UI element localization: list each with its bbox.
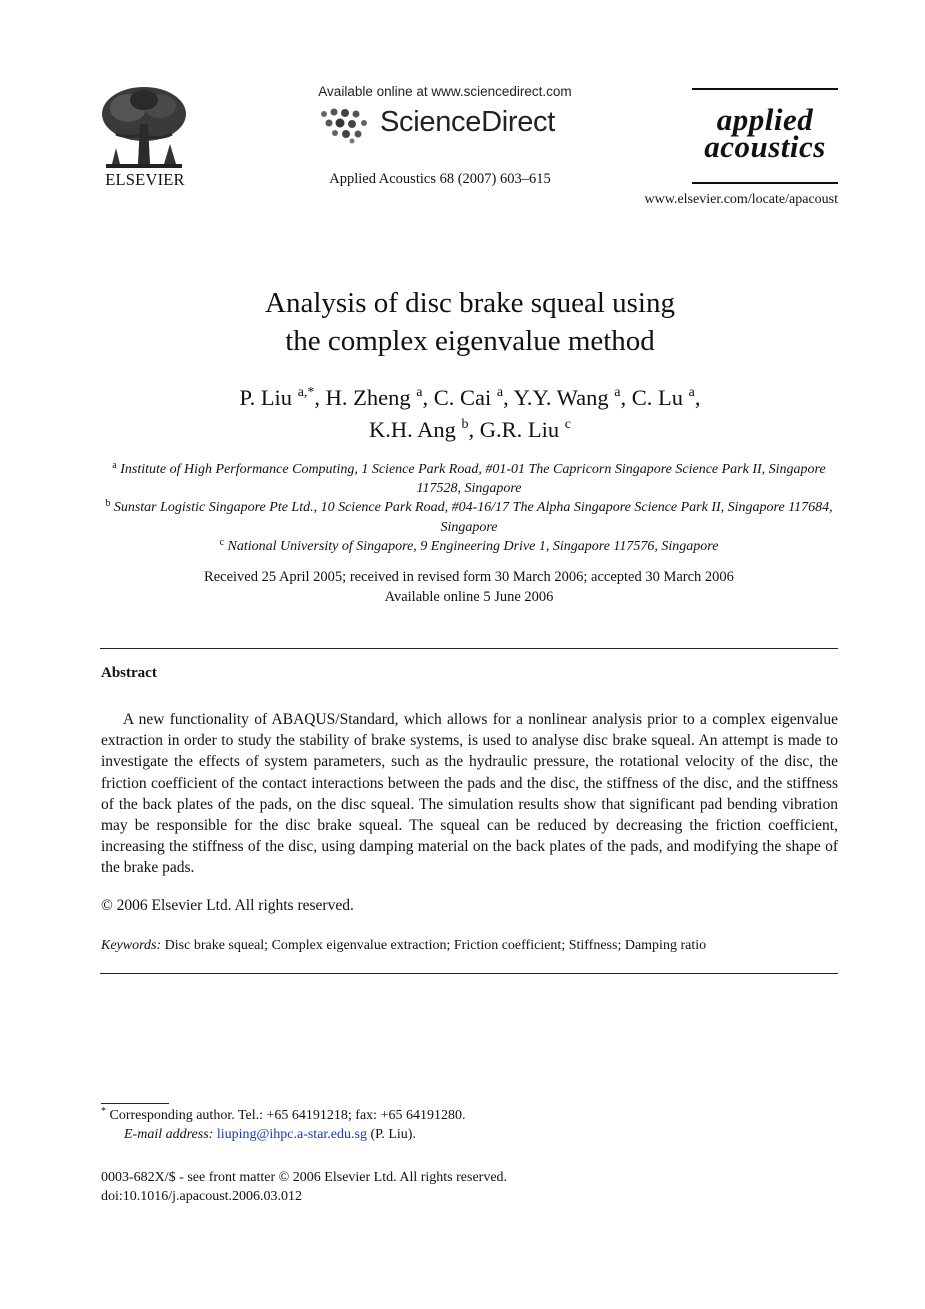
author-name: H. Zheng xyxy=(325,385,411,410)
sciencedirect-dots-icon xyxy=(318,106,374,144)
author-name: K.H. Ang xyxy=(369,417,456,442)
author-line-1 xyxy=(120,382,820,414)
author-affiliation-marker[interactable]: a xyxy=(416,385,423,400)
author-separator: , xyxy=(468,417,480,442)
author-affiliation-marker[interactable]: a xyxy=(614,385,621,400)
journal-url-link[interactable]: www.elsevier.com/locate/apacoust xyxy=(644,192,838,207)
author-separator: , xyxy=(620,385,632,410)
email-label: E-mail address: xyxy=(124,1127,214,1142)
author-name: P. Liu xyxy=(239,385,293,410)
affiliation-item xyxy=(100,460,838,498)
affiliation-text: National University of Singapore, 9 Engineering Drive 1, Singapore 117576, Singapore xyxy=(227,538,719,554)
article-title xyxy=(120,284,820,360)
email-owner: (P. Liu). xyxy=(370,1127,416,1142)
issn-line: 0003-682X/$ - see front matter © 2006 Elsevier Ltd. All rights reserved. xyxy=(101,1170,508,1185)
author-separator: , xyxy=(694,385,701,410)
affiliation-item xyxy=(100,537,838,556)
keywords xyxy=(101,938,838,954)
footnote-line-2 xyxy=(101,1125,838,1144)
keywords-text: Disc brake squeal; Complex eigenvalue extraction; Friction coefficient; Stiffness; Damping ratio xyxy=(164,938,707,953)
doi-line[interactable]: doi:10.1016/j.apacoust.2006.03.012 xyxy=(101,1189,303,1204)
abstract-body: A new functionality of ABAQUS/Standard, which allows for a nonlinear analysis prior to a complex eigenvalue extraction in order to study the stability of brake systems, is used to analyse disc brake squeal. An attempt is made to investigate the effects of system parameters, such as the hydraulic pressure, the rotational velocity of the disc, the friction coefficient of the contact interactions between the pads and the disc, the stiffness of the disc, and the stiffness of the back plates of the pads, on the disc squeal. The simulation results show that significant pad bending vibration may be responsible for the disc brake squeal. The squeal can be reduced by decreasing the friction coefficient, increasing the stiffness of the disc, using damping material on the back plates of the pads, and modifying the shape of the brake pads. xyxy=(101,711,838,877)
author-line-2 xyxy=(120,414,820,446)
front-matter-info xyxy=(101,1168,838,1206)
available-online-date: Available online 5 June 2006 xyxy=(384,588,554,605)
footnote-line-1 xyxy=(101,1106,838,1125)
affiliation-label: b xyxy=(105,498,111,510)
journal-brand xyxy=(692,102,838,164)
author-name: G.R. Liu xyxy=(479,417,560,442)
corresponding-author-footnote xyxy=(101,1106,838,1144)
publisher-name: ELSEVIER xyxy=(105,170,185,189)
author-name: C. Cai xyxy=(433,385,492,410)
author-list xyxy=(120,382,820,446)
affiliation-text: Institute of High Performance Computing, 1 Science Park Road, #01-01 The Capricorn Singapore Science Park II, Singapore 117528, Singapore xyxy=(120,462,826,497)
sciencedirect-wordmark: ScienceDirect xyxy=(380,106,555,138)
author-affiliation-marker[interactable]: a,* xyxy=(297,385,315,400)
author-affiliation-marker[interactable]: a xyxy=(496,385,504,400)
journal-citation: Applied Acoustics 68 (2007) 603–615 xyxy=(329,171,551,187)
journal-brand-line2: acoustics xyxy=(704,129,826,164)
author-name: Y.Y. Wang xyxy=(513,385,609,410)
brand-bottom-rule xyxy=(692,182,838,184)
author-affiliation-marker[interactable]: c xyxy=(564,417,571,432)
abstract-bottom-rule xyxy=(100,973,838,974)
author-separator: , xyxy=(503,385,514,410)
author-separator: , xyxy=(422,385,434,410)
abstract-heading: Abstract xyxy=(101,665,157,681)
affiliation-item xyxy=(100,498,838,536)
brand-top-rule xyxy=(692,88,838,90)
author-name: C. Lu xyxy=(631,385,683,410)
author-separator: , xyxy=(314,385,326,410)
received-dates: Received 25 April 2005; received in revised form 30 March 2006; accepted 30 March 2006 xyxy=(204,569,734,585)
abstract-top-rule xyxy=(100,648,838,649)
title-line-2: the complex eigenvalue method xyxy=(285,325,655,357)
tree-logo-icon xyxy=(98,84,190,174)
article-history xyxy=(100,568,838,607)
abstract-copyright: © 2006 Elsevier Ltd. All rights reserved. xyxy=(101,897,354,914)
available-online-notice[interactable]: Available online at www.sciencedirect.com xyxy=(318,84,572,99)
author-affiliation-marker[interactable]: b xyxy=(461,417,469,432)
email-link[interactable]: liuping@ihpc.a-star.edu.sg xyxy=(216,1127,367,1142)
title-line-1: Analysis of disc brake squeal using xyxy=(265,287,675,319)
footnote-marker: * xyxy=(101,1106,106,1117)
journal-brand-line1: applied xyxy=(716,102,814,137)
affiliation-label: c xyxy=(219,536,225,548)
affiliation-list xyxy=(100,460,838,556)
affiliation-label: a xyxy=(112,460,117,471)
footnote-rule xyxy=(101,1103,169,1104)
author-affiliation-marker[interactable]: a xyxy=(688,385,695,400)
affiliation-text: Sunstar Logistic Singapore Pte Ltd., 10 Science Park Road, #04-16/17 The Alpha Singapore Science Park II, Singapore 117684, Singapore xyxy=(113,500,833,535)
corresponding-author-contact: Corresponding author. Tel.: +65 64191218; fax: +65 64191280. xyxy=(109,1108,466,1123)
keywords-label: Keywords: xyxy=(101,938,162,953)
